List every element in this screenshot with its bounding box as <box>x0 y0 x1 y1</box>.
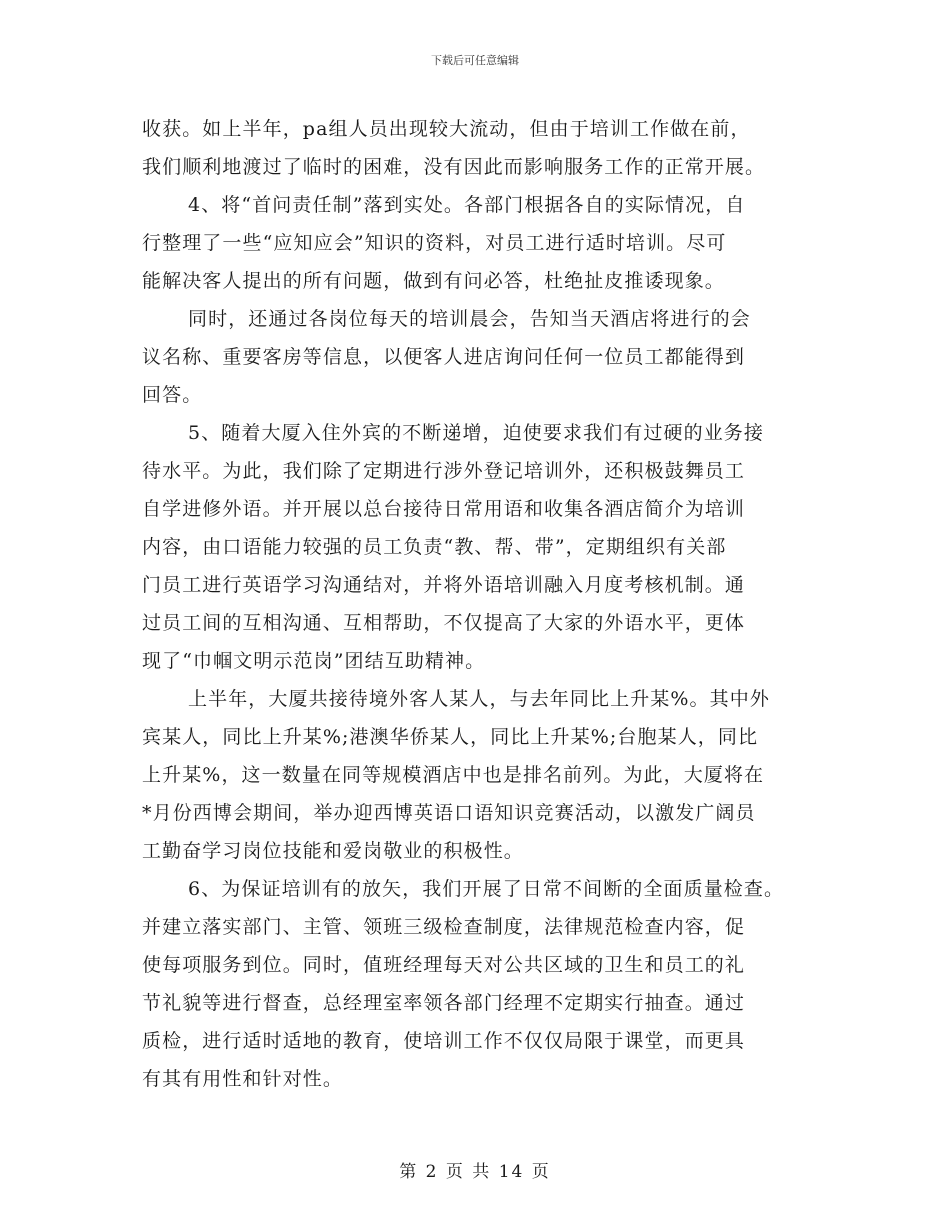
page-footer: 第 2 页 共 14 页 <box>399 1162 551 1182</box>
document-body <box>142 110 842 1098</box>
text-line: 工勤奋学习岗位技能和爱岗敬业的积极性。 <box>142 840 524 862</box>
text-line: 上升某%，这一数量在同等规模酒店中也是排名前列。为此，大厦将在 <box>142 764 765 786</box>
text-line: 5、随着大厦入住外宾的不断递增，迫使要求我们有过硬的业务接 <box>188 422 764 444</box>
text-line: 上半年，大厦共接待境外客人某人，与去年同比上升某%。其中外 <box>188 688 770 710</box>
text-line: 过员工间的互相沟通、互相帮助，不仅提高了大家的外语水平，更体 <box>142 612 746 634</box>
text-line: 6、为保证培训有的放矢，我们开展了日常不间断的全面质量检查。 <box>188 878 785 900</box>
text-line: 待水平。为此，我们除了定期进行涉外登记培训外，还积极鼓舞员工 <box>142 460 746 482</box>
text-line: 同时，还通过各岗位每天的培训晨会，告知当天酒店将进行的会 <box>188 308 751 330</box>
text-line: 并建立落实部门、主管、领班三级检查制度，法律规范检查内容，促 <box>142 916 746 938</box>
text-line: 回答。 <box>142 384 203 406</box>
text-line: 收获。如上半年，pa组人员出现较大流动，但由于培训工作做在前， <box>142 118 751 140</box>
text-line: 门员工进行英语学习沟通结对，并将外语培训融入月度考核机制。通 <box>142 574 746 596</box>
page-header: 下载后可任意编辑 <box>431 54 519 67</box>
text-line: 议名称、重要客房等信息，以便客人进店询问任何一位员工都能得到 <box>142 346 746 368</box>
text-line: 我们顺利地渡过了临时的困难，没有因此而影响服务工作的正常开展。 <box>142 156 766 178</box>
text-line: *月份西博会期间，举办迎西博英语口语知识竞赛活动，以激发广阔员 <box>142 802 756 824</box>
text-line: 有其有用性和针对性。 <box>142 1068 344 1090</box>
text-line: 质检，进行适时适地的教育，使培训工作不仅仅局限于课堂，而更具 <box>142 1030 746 1052</box>
text-line: 4、将“首问责任制”落到实处。各部门根据各自的实际情况，自 <box>188 194 746 216</box>
text-line: 自学进修外语。并开展以总台接待日常用语和收集各酒店简介为培训 <box>142 498 746 520</box>
text-line: 内容，由口语能力较强的员工负责“教、帮、带”，定期组织有关部 <box>142 536 727 558</box>
text-line: 使每项服务到位。同时，值班经理每天对公共区域的卫生和员工的礼 <box>142 954 746 976</box>
text-line: 现了“巾帼文明示范岗”团结互助精神。 <box>142 650 486 672</box>
text-line: 节礼貌等进行督查，总经理室率领各部门经理不定期实行抽查。通过 <box>142 992 746 1014</box>
text-line: 行整理了一些“应知应会”知识的资料，对员工进行适时培训。尽可 <box>142 232 727 254</box>
text-line: 能解决客人提出的所有问题，做到有问必答，杜绝扯皮推诿现象。 <box>142 270 725 292</box>
text-line: 宾某人，同比上升某%;港澳华侨某人，同比上升某%;台胞某人，同比 <box>142 726 759 748</box>
